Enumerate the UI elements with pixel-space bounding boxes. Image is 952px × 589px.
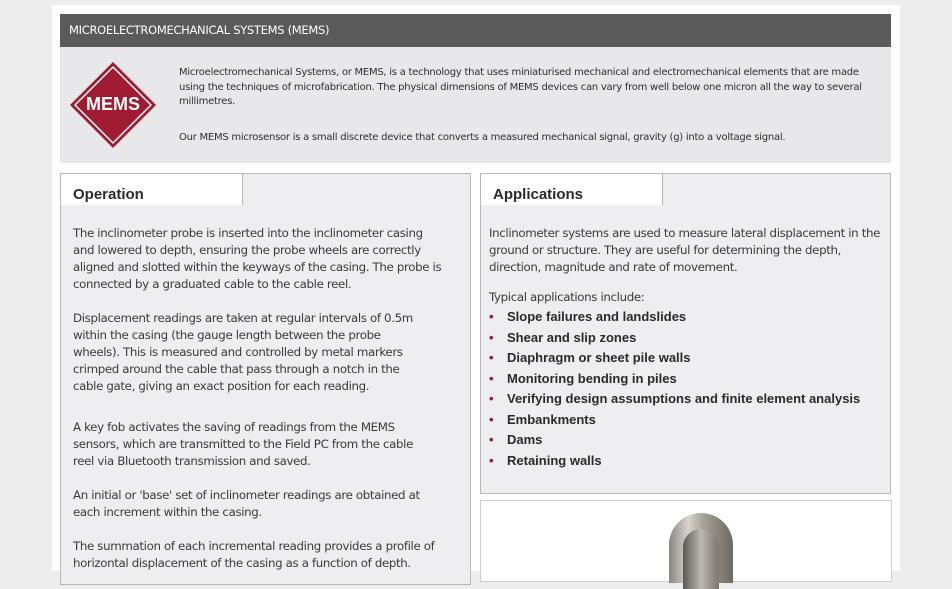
applications-intro: Inclinometer systems are used to measure lateral displacement in the ground or structure. They are useful for determining the depth, direction, magnitude and rate of movement. <box>489 226 881 274</box>
mems-intro <box>60 47 891 163</box>
list-item: • Shear and slip zones <box>489 328 860 349</box>
list-item: • Slope failures and landslides <box>489 307 860 328</box>
bullet-icon: • <box>489 350 494 365</box>
mems-section-header <box>60 14 891 47</box>
operation-title: Operation <box>73 186 144 203</box>
applications-list <box>489 307 860 471</box>
operation-paragraph: The inclinometer probe is inserted into the inclinometer casing and lowered to depth, ensuring the probe wheels are correctly aligned and slotted within the keyways of the casing. The probe is connected by a graduated cable to the cable reel. <box>73 226 442 291</box>
probe-body-shape <box>683 529 719 589</box>
mems-sensor-description: Our MEMS microsensor is a small discrete device that converts a measured mechanical signal, gravity (g) into a voltage signal. <box>179 132 786 143</box>
applications-panel <box>480 173 891 494</box>
applications-list-intro: Typical applications include: <box>489 290 645 304</box>
bullet-icon: • <box>489 391 494 406</box>
list-item: • Retaining walls <box>489 451 860 472</box>
bullet-icon: • <box>489 452 494 468</box>
bullet-icon: • <box>489 411 494 427</box>
list-item: • Diaphragm or sheet pile walls <box>489 348 860 369</box>
operation-paragraph: A key fob activates the saving of readings from the MEMS sensors, which are transmitted to the Field PC from the cable reel via Bluetooth transmission and saved. <box>73 420 414 468</box>
product-image-panel <box>480 500 892 582</box>
operation-paragraph: The summation of each incremental reading provides a profile of horizontal displacement of the casing as a function of depth. <box>73 539 435 570</box>
bullet-icon: • <box>489 432 494 447</box>
operation-paragraph: Displacement readings are taken at regular intervals of 0.5m within the casing (the gauge length between the probe wheels). This is measured and controlled by metal markers crimped around the cable that pass through a notch in the cable gate, giving an exact position for each reading. <box>73 311 413 393</box>
mems-logo-text: MEMS <box>86 94 140 114</box>
bullet-icon: • <box>489 309 494 324</box>
mems-description: Microelectromechanical Systems, or MEMS, is a technology that uses miniaturised mechanical and electromechanical elements that are made using the techniques of microfabrication. The physical dimensions of MEMS devices can vary from well below one micron all the way to several millimetres. <box>179 67 862 107</box>
applications-tab <box>480 173 663 205</box>
bullet-icon: • <box>489 370 494 386</box>
mems-logo <box>68 60 158 150</box>
operation-tab <box>60 173 243 205</box>
list-item: • Verifying design assumptions and finite element analysis <box>489 389 860 410</box>
applications-title: Applications <box>493 186 584 203</box>
mems-header-title: MICROELECTROMECHANICAL SYSTEMS (MEMS) <box>69 23 330 37</box>
operation-panel <box>60 173 471 585</box>
list-item: • Embankments <box>489 410 860 431</box>
list-item: • Dams <box>489 430 860 451</box>
inclinometer-probe-image <box>669 513 733 583</box>
list-item: • Monitoring bending in piles <box>489 369 860 390</box>
bullet-icon: • <box>489 329 494 345</box>
page <box>52 5 900 571</box>
operation-paragraph: An initial or 'base' set of inclinometer readings are obtained at each increment within the casing. <box>73 488 420 519</box>
